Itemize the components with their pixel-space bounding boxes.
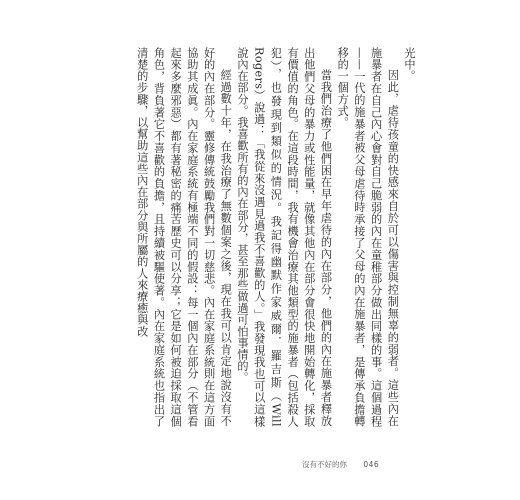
paragraph: 當我們治療了他們困在早年虐待的內在部分，他們的內在施暴者釋放出他們父母的暴力或性能量，就像其他內在部分會很快地開始轉化，採取有價值的角色。在這段時間，我有機會治療其他類型的施暴者（包括殺人犯），也發現到類似的情況。我記得幽默作家威爾．羅吉斯（Will Rogers）說過：「我從來沒遇見過我不喜歡的人。」我發現我也可以這樣說內在部分。我喜歡所有的內在部分，甚至那些做過可怕事情的。 — [235, 47, 333, 427]
paragraph: 經過數十年，在我治療了無數個案之後，現在我可以肯定地說沒有不好的內在部分。靈修傳統鼓勵我們對一切慈悲。內在家庭系統則在這方面協助其成眞。內在家庭系統有極端不同的假設：每一個內在部分（不管看起來多麼邪惡）都有著秘密的痛苦歷史可以分享；它是如何被迫採取這個角色，背負著它不喜歡的負擔，且持續被驅使著。內在家庭系統也指出了清楚的步驟，以幫助這些內在部分與所屬的人來療癒與改 — [135, 47, 233, 427]
paragraph: 因此，虐待孩童的快感來自於可以傷害與控制無辜的弱者。這些內在施暴者在自己內心會對自己脆弱的內在童稚部分做出同樣的事。這個過程——一代的施暴者被父母虐待時承接了父母的內在施暴者，是傳承負擔轉移的一個方式。 — [336, 47, 400, 427]
body-text — [97, 47, 417, 427]
paragraph: 光中。 — [403, 47, 416, 82]
running-title: 沒有不好的你 — [302, 460, 347, 469]
page-number: 046 — [363, 460, 380, 469]
page-footer — [302, 459, 379, 470]
